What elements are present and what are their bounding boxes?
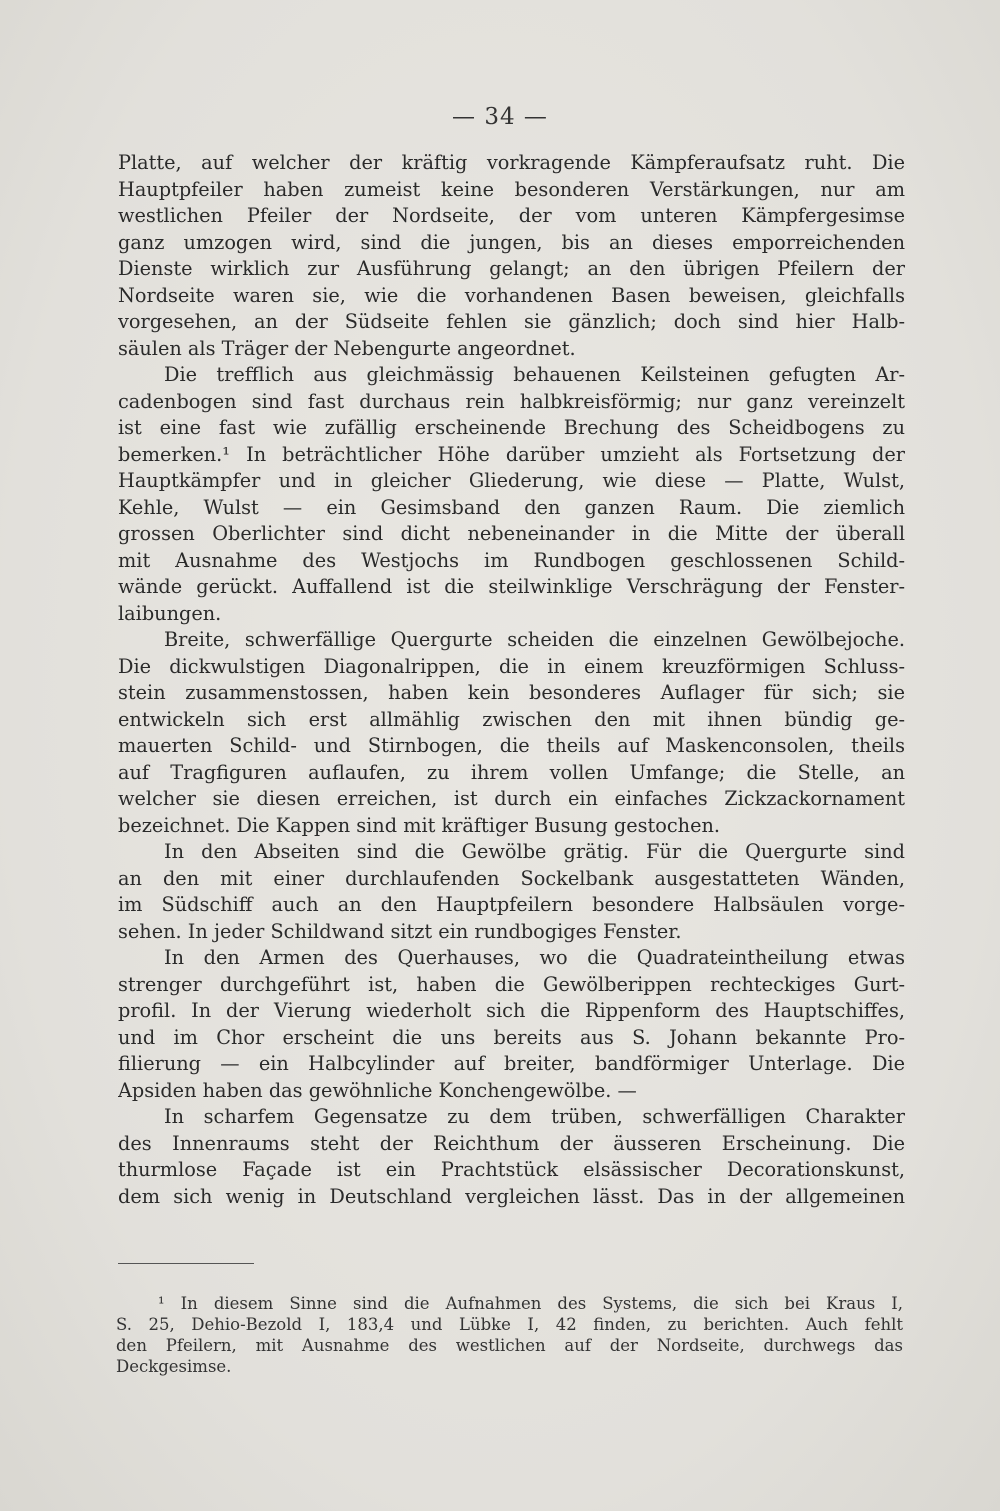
text-line: In den Armen des Querhauses, wo die Quadrateintheilung etwas bbox=[164, 946, 905, 969]
text-line: cadenbogen sind fast durchaus rein halbkreisförmig; nur ganz vereinzelt bbox=[118, 389, 905, 413]
text-line: bemerken.¹ In beträchtlicher Höhe darüber umzieht als Fortsetzung der bbox=[118, 442, 905, 466]
text-line: Hauptpfeiler haben zumeist keine besonderen Verstärkungen, nur am bbox=[118, 177, 905, 201]
text-line: thurmlose Façade ist ein Prachtstück elsässischer Decorationskunst, bbox=[118, 1158, 905, 1181]
text-line: ist eine fast wie zufällig erscheinende Brechung des Scheidbogens zu bbox=[118, 416, 905, 439]
text-line: ganz umzogen wird, sind die jungen, bis an dieses emporreichenden bbox=[118, 230, 905, 254]
footnotes bbox=[116, 1293, 903, 1377]
text-line: profil. In der Vierung wiederholt sich die Rippenform des Hauptschiffes, bbox=[118, 999, 905, 1022]
text-line: In scharfem Gegensatze zu dem trüben, schwerfälligen Charakter bbox=[164, 1105, 905, 1128]
text-line: mauerten Schild- und Stirnbogen, die theils auf Maskenconsolen, theils bbox=[118, 734, 905, 757]
text-line: sehen. In jeder Schildwand sitzt ein rundbogiges Fenster. bbox=[118, 919, 682, 943]
page-number: — 34 — bbox=[452, 104, 548, 130]
text-line: an den mit einer durchlaufenden Sockelbank ausgestatteten Wänden, bbox=[118, 866, 905, 890]
text-line: entwickeln sich erst allmählig zwischen den mit ihnen bündig ge- bbox=[118, 707, 905, 731]
footnote-line: S. 25, Dehio-Bezold I, 183,4 und Lübke I, 42 finden, zu berichten. Auch fehlt bbox=[116, 1315, 903, 1334]
text-line: des Innenraums steht der Reichthum der äusseren Erscheinung. Die bbox=[118, 1131, 905, 1155]
text-line: Platte, auf welcher der kräftig vorkragende Kämpferaufsatz ruht. Die bbox=[118, 151, 905, 174]
text-line: grossen Oberlichter sind dicht nebeneinander in die Mitte der überall bbox=[118, 522, 905, 545]
text-line: säulen als Träger der Nebengurte angeordnet. bbox=[118, 336, 576, 360]
text-line: In den Abseiten sind die Gewölbe grätig. Für die Quergurte sind bbox=[164, 840, 905, 863]
text-line: vorgesehen, an der Südseite fehlen sie gänzlich; doch sind hier Halb- bbox=[118, 310, 905, 333]
text-line: Hauptkämpfer und in gleicher Gliederung, wie diese — Platte, Wulst, bbox=[118, 469, 905, 492]
text-line: Apsiden haben das gewöhnliche Konchengewölbe. — bbox=[118, 1078, 637, 1102]
text-line: laibungen. bbox=[118, 601, 222, 625]
footnote-line: Deckgesimse. bbox=[116, 1357, 232, 1376]
text-line: filierung — ein Halbcylinder auf breiter, bandförmiger Unterlage. Die bbox=[118, 1052, 905, 1075]
text-line: im Südschiff auch an den Hauptpfeilern besondere Halbsäulen vorge- bbox=[118, 893, 905, 916]
text-line: bezeichnet. Die Kappen sind mit kräftiger Busung gestochen. bbox=[118, 813, 721, 837]
text-line: welcher sie diesen erreichen, ist durch ein einfaches Zickzackornament bbox=[118, 787, 905, 810]
text-line: Nordseite waren sie, wie die vorhandenen Basen beweisen, gleichfalls bbox=[118, 283, 905, 307]
footnote-line: ¹ In diesem Sinne sind die Aufnahmen des Systems, die sich bei Kraus I, bbox=[158, 1294, 903, 1313]
text-line: Breite, schwerfällige Quergurte scheiden die einzelnen Gewölbejoche. bbox=[164, 628, 905, 651]
text-line: wände gerückt. Auffallend ist die steilwinklige Verschrägung der Fenster- bbox=[118, 575, 905, 598]
footnote-line: den Pfeilern, mit Ausnahme des westlichen auf der Nordseite, durchwegs das bbox=[116, 1336, 903, 1355]
body-text bbox=[118, 150, 905, 1210]
text-line: auf Tragfiguren auflaufen, zu ihrem vollen Umfange; die Stelle, an bbox=[118, 760, 905, 784]
text-line: strenger durchgeführt ist, haben die Gewölberippen rechteckiges Gurt- bbox=[118, 972, 905, 996]
text-line: Dienste wirklich zur Ausführung gelangt; an den übrigen Pfeilern der bbox=[118, 257, 905, 280]
text-line: Die trefflich aus gleichmässig behauenen Keilsteinen gefugten Ar- bbox=[164, 363, 905, 386]
text-line: Die dickwulstigen Diagonalrippen, die in einem kreuzförmigen Schluss- bbox=[118, 654, 905, 678]
text-line: Kehle, Wulst — ein Gesimsband den ganzen Raum. Die ziemlich bbox=[118, 495, 905, 519]
text-line: westlichen Pfeiler der Nordseite, der vom unteren Kämpfergesimse bbox=[118, 204, 905, 227]
text-line: und im Chor erscheint die uns bereits aus S. Johann bekannte Pro- bbox=[118, 1025, 905, 1049]
text-line: mit Ausnahme des Westjochs im Rundbogen geschlossenen Schild- bbox=[118, 548, 905, 572]
text-line: dem sich wenig in Deutschland vergleichen lässt. Das in der allgemeinen bbox=[118, 1184, 905, 1208]
text-line: stein zusammenstossen, haben kein besonderes Auflager für sich; sie bbox=[118, 681, 905, 704]
footnote-divider bbox=[118, 1263, 254, 1264]
